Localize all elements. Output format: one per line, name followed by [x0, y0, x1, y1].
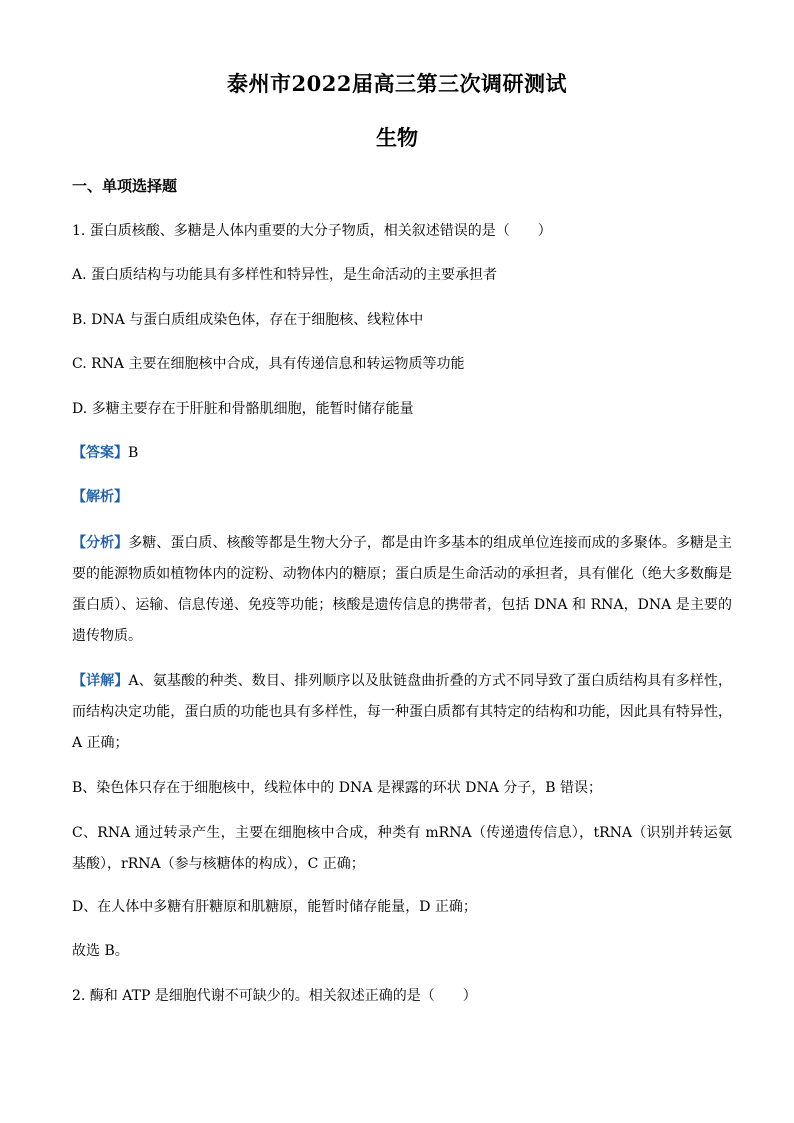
analysis-tag: 【解析】 [72, 489, 128, 505]
subject-title: 生物 [376, 125, 418, 150]
detail-paragraph-a [72, 666, 732, 759]
question-1-option-d: D. 多糖主要存在于肝脏和骨骼肌细胞，能暂时储存能量 [72, 401, 414, 417]
conclusion: 故选 B。 [72, 943, 129, 959]
fenxi-tag: 【分析】 [72, 535, 129, 551]
answer-value: B [128, 445, 139, 461]
fenxi-text: 多糖、蛋白质、核酸等都是生物大分子，都是由许多基本的组成单位连接而成的多聚体。多糖是主要的能源物质如植物体内的淀粉、动物体内的糖原；蛋白质是生命活动的承担者，具有催化（绝大多数酶是蛋白质）、运输、信息传递、免疫等功能；核酸是遗传信息的携带者，包括 DNA 和 RNA，DNA 是主要的遗传物质。 [72, 535, 733, 644]
analysis-paragraph [72, 528, 732, 652]
question-1-option-a: A. 蛋白质结构与功能具有多样性和特异性，是生命活动的主要承担者 [72, 267, 498, 283]
question-1-stem: 1. 蛋白质核酸、多糖是人体内重要的大分子物质，相关叙述错误的是（ ） [72, 223, 552, 239]
detail-c: C、RNA 通过转录产生，主要在细胞核中合成，种类有 mRNA（传递遗传信息），tRNA（识别并转运氨基酸），rRNA（参与核糖体的构成），C 正确； [72, 825, 732, 872]
detail-a-text: A、氨基酸的种类、数目、排列顺序以及肽链盘曲折叠的方式不同导致了蛋白质结构具有多样性，而结构决定功能，蛋白质的功能也具有多样性，每一种蛋白质都有其特定的结构和功能，因此具有特异性，A 正确； [72, 673, 733, 751]
detail-d: D、在人体中多糖有肝糖原和肌糖原，能暂时储存能量，D 正确； [72, 899, 477, 915]
section-heading: 一、单项选择题 [72, 177, 178, 195]
question-1-option-c: C. RNA 主要在细胞核中合成，具有传递信息和转运物质等功能 [72, 356, 465, 372]
analysis-heading [72, 490, 732, 504]
question-1-option-b: B. DNA 与蛋白质组成染色体，存在于细胞核、线粒体中 [72, 312, 424, 328]
detail-b: B、染色体只存在于细胞核中，线粒体中的 DNA 是裸露的环状 DNA 分子，B 错误； [72, 780, 602, 796]
answer-tag: 【答案】 [72, 445, 128, 461]
xiangjie-tag: 【详解】 [72, 673, 129, 689]
answer-line [72, 446, 732, 460]
question-2-stem: 2. 酶和 ATP 是细胞代谢不可缺少的。相关叙述正确的是（ ） [72, 988, 477, 1004]
document-title: 泰州市2022届高三第三次调研测试 [227, 71, 567, 96]
